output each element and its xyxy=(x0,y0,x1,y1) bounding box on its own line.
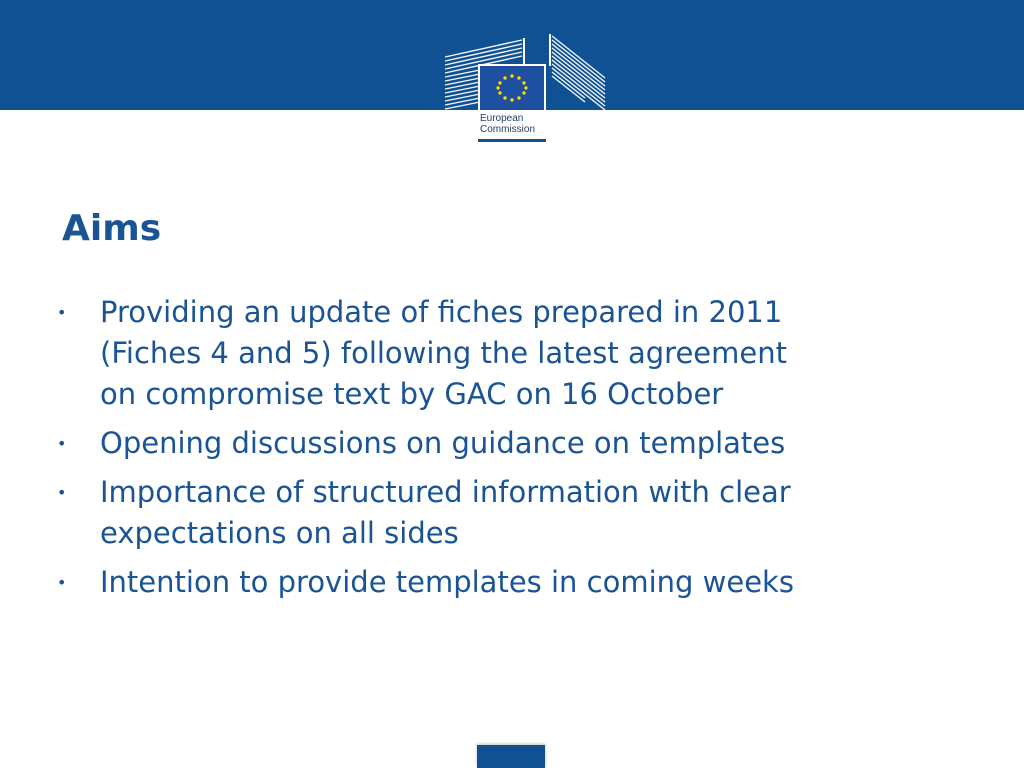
bullet-item xyxy=(57,472,957,554)
logo-text xyxy=(480,113,535,135)
bullet-line: Providing an update of fiches prepared in 2011 xyxy=(100,295,783,329)
bullet-icon: • xyxy=(57,573,67,592)
bullet-icon: • xyxy=(57,303,67,322)
european-commission-logo xyxy=(440,32,610,144)
footer-tab xyxy=(477,745,545,768)
bullet-list xyxy=(57,292,957,611)
bullet-line: on compromise text by GAC on 16 October xyxy=(100,377,724,411)
logo-text-line2: Commission xyxy=(480,124,536,135)
bullet-line: Importance of structured information with clear xyxy=(100,475,791,509)
bullet-line: Opening discussions on guidance on templates xyxy=(100,426,786,460)
bullet-line: (Fiches 4 and 5) following the latest agreement xyxy=(100,336,787,370)
bullet-item xyxy=(57,292,957,415)
bullet-item xyxy=(57,562,957,603)
logo-underline xyxy=(478,139,546,142)
bullet-item xyxy=(57,423,957,464)
bullet-line: Intention to provide templates in coming weeks xyxy=(100,565,794,599)
bullet-line: expectations on all sides xyxy=(100,516,459,550)
berlaymont-building-icon xyxy=(440,32,610,112)
logo-text-line1: European xyxy=(480,113,524,124)
bullet-icon: • xyxy=(57,483,67,502)
eu-flag-icon xyxy=(480,66,544,110)
bullet-icon: • xyxy=(57,434,67,453)
slide-title: Aims xyxy=(62,208,162,249)
